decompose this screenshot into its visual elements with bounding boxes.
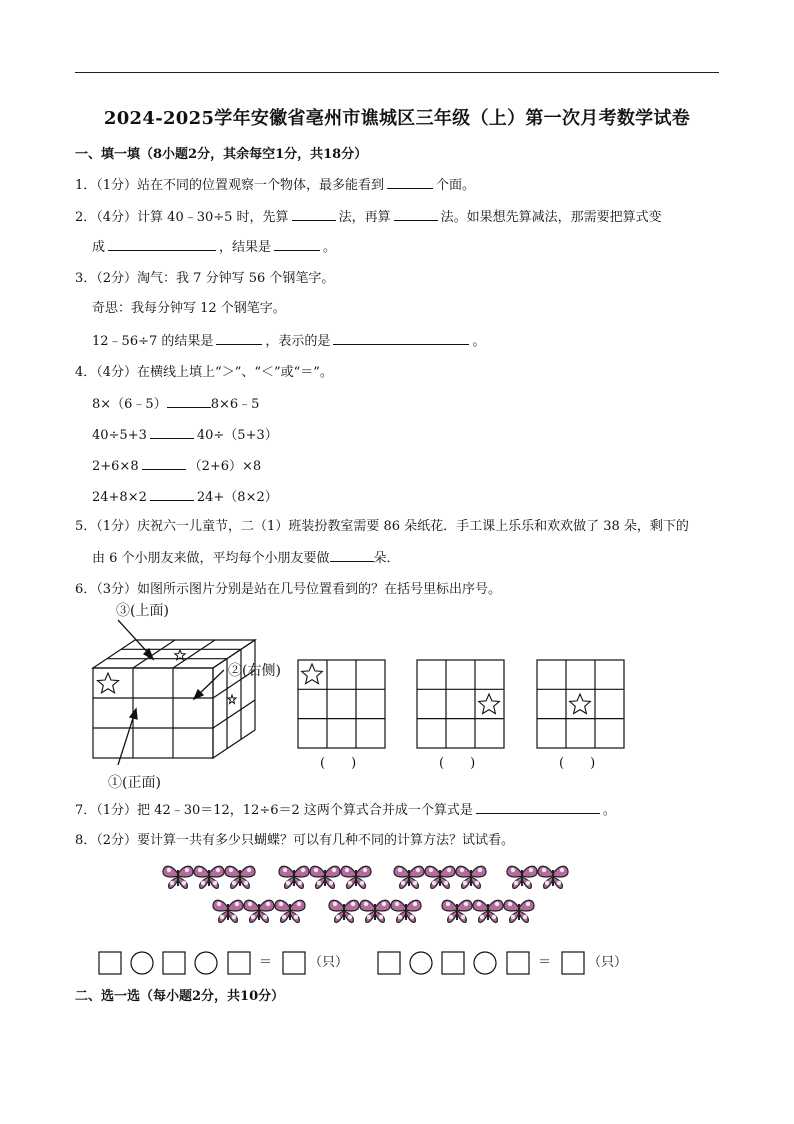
section-2-heading: 二、选一选（每小题2分，共10分） bbox=[75, 989, 285, 1004]
compare-row-3: 2+6×8 （2+6）×8 bbox=[92, 459, 262, 474]
question-2-cont: 成 ，结果是 。 bbox=[92, 240, 337, 255]
top-view-label: ③(上面) bbox=[116, 603, 169, 619]
compare-row-1: 8×（6﹣5） 8×6﹣5 bbox=[92, 397, 260, 412]
operator-circle[interactable] bbox=[195, 952, 217, 974]
page-title: 2024-2025学年安徽省亳州市谯城区三年级（上）第一次月考数学试卷 bbox=[103, 108, 691, 129]
compare-row-2: 40÷5+3 40÷（5+3） bbox=[92, 428, 278, 443]
answer-box[interactable] bbox=[442, 952, 464, 974]
question-7: 7．（1分）把 42﹣30＝12，12÷6＝2 这两个算式合并成一个算式是 。 bbox=[75, 803, 616, 818]
operator-circle[interactable] bbox=[474, 952, 496, 974]
answer-box[interactable] bbox=[378, 952, 400, 974]
right-view-label: ②(右侧) bbox=[228, 663, 281, 679]
question-6: 6．（3分）如图所示图片分别是站在几号位置看到的？在括号里标出序号。 bbox=[75, 582, 502, 597]
question-4: 4．（4分）在横线上填上“＞”、“＜”或“＝”。 bbox=[75, 365, 333, 380]
answer-box[interactable] bbox=[507, 952, 529, 974]
answer-box[interactable] bbox=[562, 952, 584, 974]
answer-paren-1[interactable]: ( ) bbox=[320, 756, 357, 771]
equals-sign: ＝ bbox=[538, 955, 552, 970]
compare-row-4: 24+8×2 24+（8×2） bbox=[92, 490, 278, 505]
answer-box[interactable] bbox=[283, 952, 305, 974]
answer-box[interactable] bbox=[163, 952, 185, 974]
unit-label: （只） bbox=[309, 955, 349, 970]
equals-sign: ＝ bbox=[259, 955, 273, 970]
operator-circle[interactable] bbox=[131, 952, 153, 974]
unit-label: （只） bbox=[588, 955, 628, 970]
question-5: 5．（1分）庆祝六一儿童节，二（1）班装扮教室需要 86 朵纸花．手工课上乐乐和欢欢做了 38 朵，剩下的 bbox=[75, 519, 689, 534]
answer-paren-2[interactable]: ( ) bbox=[439, 756, 476, 771]
question-3: 3．（2分）淘气：我 7 分钟写 56 个钢笔字。 bbox=[75, 271, 335, 286]
question-3-line3: 12﹣56÷7 的结果是 ，表示的是 。 bbox=[92, 334, 486, 349]
front-view-label: ①(正面) bbox=[108, 775, 161, 791]
question-1: 1．（1分）站在不同的位置观察一个物体，最多能看到 个面。 bbox=[75, 178, 476, 193]
operator-circle[interactable] bbox=[410, 952, 432, 974]
answer-box[interactable] bbox=[99, 952, 121, 974]
question-8: 8．（2分）要计算一共有多少只蝴蝶？可以有几种不同的计算方法？试试看。 bbox=[75, 833, 515, 848]
question-2: 2．（4分）计算 40﹣30÷5 时，先算 法，再算 法。如果想先算减法，那需要把算式变 bbox=[75, 210, 662, 225]
answer-box[interactable] bbox=[228, 952, 250, 974]
answer-paren-3[interactable]: ( ) bbox=[559, 756, 596, 771]
question-5-cont: 由 6 个小朋友来做，平均每个小朋友要做 朵． bbox=[92, 551, 400, 566]
section-1-heading: 一、填一填（8小题2分，其余每空1分，共18分） bbox=[75, 147, 368, 162]
question-3-line2: 奇思：我每分钟写 12 个钢笔字。 bbox=[92, 301, 286, 316]
